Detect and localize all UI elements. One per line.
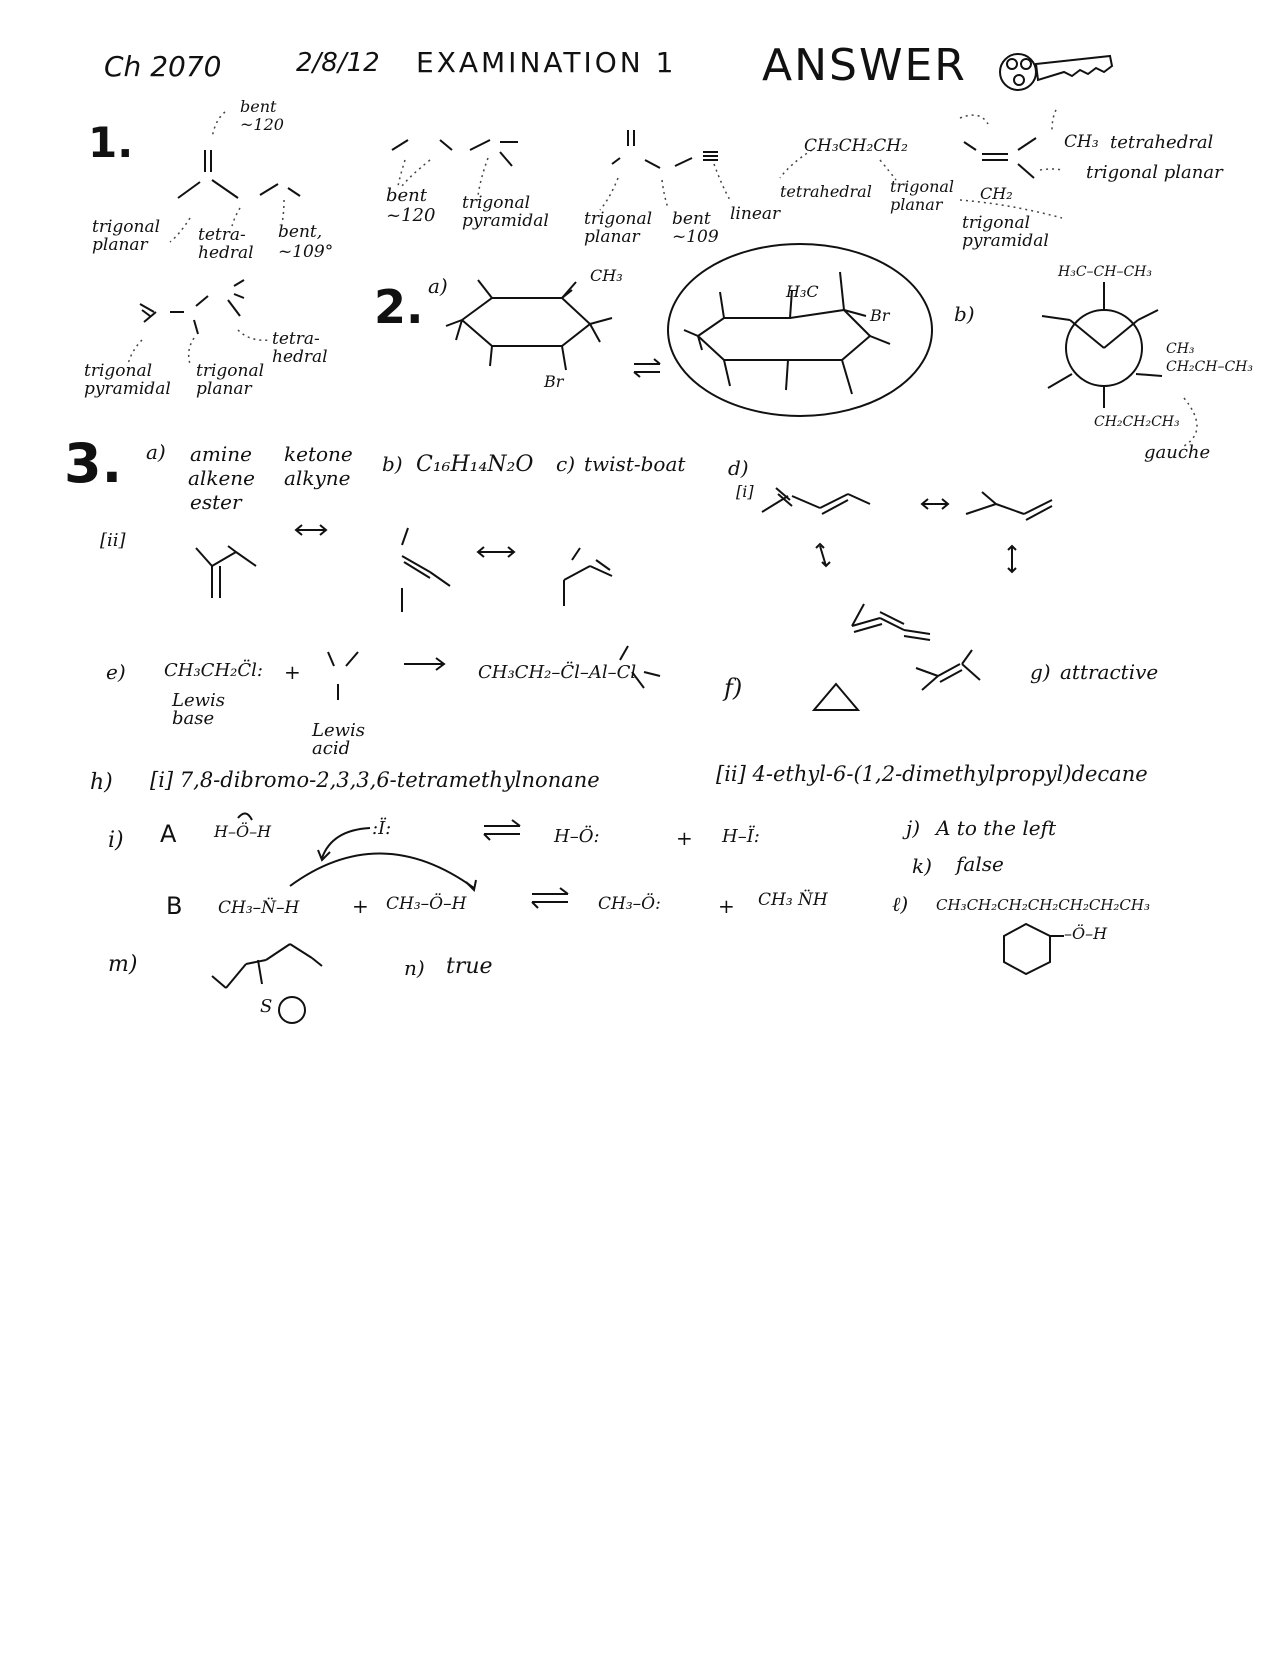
q3-i-b-methanol: CH₃–Ö–H — [386, 894, 467, 914]
question-3-number: 3. — [64, 432, 123, 495]
q3-i-a-hi: H–Ï: — [722, 826, 760, 847]
q1-label-tetrahedral-c: tetrahedral — [1110, 132, 1214, 153]
q3-m-label: m) — [108, 952, 138, 977]
q2-br-label-2: Br — [870, 306, 890, 325]
q3-i-plus-2: + — [352, 894, 369, 918]
q3-i-a-iodide: :Ï: — [372, 818, 392, 839]
q3-i-a-water: H–Ö: — [554, 826, 600, 847]
q3-i-b-methoxide: CH₃–Ö: — [598, 894, 661, 914]
q2-newman-bottom: CH₂CH₂CH₃ — [1094, 414, 1180, 430]
course-code: Ch 2070 — [104, 50, 222, 83]
q1-label-bent-120-b: bent ~120 — [386, 185, 436, 226]
q2-part-a-label: a) — [428, 274, 448, 298]
q3-n-answer: true — [446, 954, 493, 979]
q3-a-label: a) — [146, 440, 166, 464]
q3-i-plus-1: + — [676, 826, 693, 850]
q1-label-trigonal-pyramidal-a: trigonal pyramidal — [462, 193, 549, 231]
q3-e-lewis-base: Lewis base — [172, 690, 226, 729]
q2-ch3-label: CH₃ — [590, 266, 623, 285]
q3-k-label: k) — [912, 854, 932, 878]
q3-i-reaction-b: B — [166, 892, 183, 920]
q3-e-plus: + — [284, 660, 301, 684]
q3-n-label: n) — [404, 956, 425, 980]
q3-e-lewis-acid: Lewis acid — [312, 720, 366, 759]
q3-b-formula: C₁₆H₁₄N₂O — [416, 452, 534, 477]
q1-label-tetrahedral-a: tetra- hedral — [198, 225, 254, 263]
q3-h-answer-i: [i] 7,8-dibromo-2,3,3,6-tetramethylnonane — [150, 768, 600, 792]
q3-b-label: b) — [382, 452, 403, 476]
q3-e-product: CH₃CH₂–C̈l–Al–Cl — [478, 662, 637, 683]
q1-formula-ch3: CH₃ — [1064, 132, 1099, 152]
q3-a-alkene: alkene — [188, 466, 255, 490]
question-2-number: 2. — [374, 280, 424, 334]
q3-j-answer: A to the left — [936, 816, 1057, 840]
q3-a-alkyne: alkyne — [284, 466, 351, 490]
q3-i-plus-3: + — [718, 894, 735, 918]
q3-a-ketone: ketone — [284, 442, 353, 466]
q1-label-tetrahedral-b: tetrahedral — [780, 182, 872, 201]
q3-k-answer: false — [956, 852, 1004, 876]
q3-a-ester: ester — [190, 490, 242, 514]
q3-i-b-methylamine: CH₃ N̈H — [758, 890, 828, 910]
q3-i-reaction-a: A — [160, 820, 177, 848]
q3-h-answer-ii: [ii] 4-ethyl-6-(1,2-dimethylpropyl)decane — [716, 762, 1148, 786]
q2-gauche-label: gauche — [1144, 442, 1211, 463]
q1-label-trigonal-planar-d: trigonal planar — [1086, 162, 1223, 183]
q1-label-tetrahedral-d: tetra- hedral — [272, 329, 328, 367]
q3-i-label: i) — [108, 828, 124, 853]
q3-i-b-amide: CH₃–N̈–H — [218, 898, 300, 918]
q3-l-oh: –Ö–H — [1064, 924, 1108, 943]
q3-d-sub-ii: [ii] — [100, 530, 126, 551]
q3-h-label: h) — [90, 770, 113, 795]
q3-l-answer: CH₃CH₂CH₂CH₂CH₂CH₂CH₃ — [936, 896, 1150, 914]
q1-formula-ch3ch2ch2: CH₃CH₂CH₂ — [804, 136, 908, 156]
q3-i-a-left: H–Ö–H — [214, 822, 272, 841]
q3-d-sub-i: [i] — [736, 482, 754, 501]
q1-label-trigonal-pyramidal-c: trigonal pyramidal — [962, 213, 1049, 251]
q3-f-label: f) — [724, 674, 743, 702]
q1-formula-ch2: CH₂ — [980, 184, 1013, 203]
q3-l-label: ℓ) — [892, 892, 909, 916]
q3-c-label: c) — [556, 452, 576, 476]
q1-label-linear: linear — [730, 204, 781, 224]
q3-c-answer: twist-boat — [584, 452, 686, 476]
q1-label-trigonal-planar-c: trigonal planar — [890, 177, 955, 214]
q2-br-label: Br — [544, 372, 564, 391]
q2-part-b-label: b) — [954, 302, 975, 326]
q3-g-answer: attractive — [1060, 660, 1159, 684]
q2-h3c-label: H₃C — [786, 282, 819, 301]
q1-label-bent-109-b: bent ~109 — [672, 209, 719, 247]
q1-label-bent-120-a: bent ~120 — [240, 97, 284, 134]
q3-a-amine: amine — [190, 442, 253, 466]
q3-e-reactant: CH₃CH₂C̈l: — [164, 660, 263, 681]
q1-label-trigonal-planar-e: trigonal planar — [196, 361, 265, 399]
q3-m-stereo: S — [260, 996, 273, 1017]
q3-d-label: d) — [728, 456, 749, 480]
q1-label-bent-109: bent, ~109° — [278, 222, 334, 262]
q1-label-trigonal-pyramidal-b: trigonal pyramidal — [84, 361, 171, 399]
q3-j-label: j) — [906, 816, 921, 840]
key-icon — [1000, 54, 1112, 90]
q2-newman-right: CH₃ CH₂CH–CH₃ — [1166, 341, 1253, 375]
q3-e-label: e) — [106, 660, 126, 684]
question-1-number: 1. — [88, 118, 134, 167]
q1-label-trigonal-planar-a: trigonal planar — [92, 217, 161, 255]
q3-g-label: g) — [1030, 660, 1051, 684]
q1-label-trigonal-planar-b: trigonal planar — [584, 209, 653, 247]
q2-newman-top: H₃C–CH–CH₃ — [1058, 264, 1152, 280]
exam-date: 2/8/12 — [296, 48, 380, 78]
exam-title: EXAMINATION 1 — [416, 46, 677, 79]
answer-heading: ANSWER — [762, 40, 967, 91]
